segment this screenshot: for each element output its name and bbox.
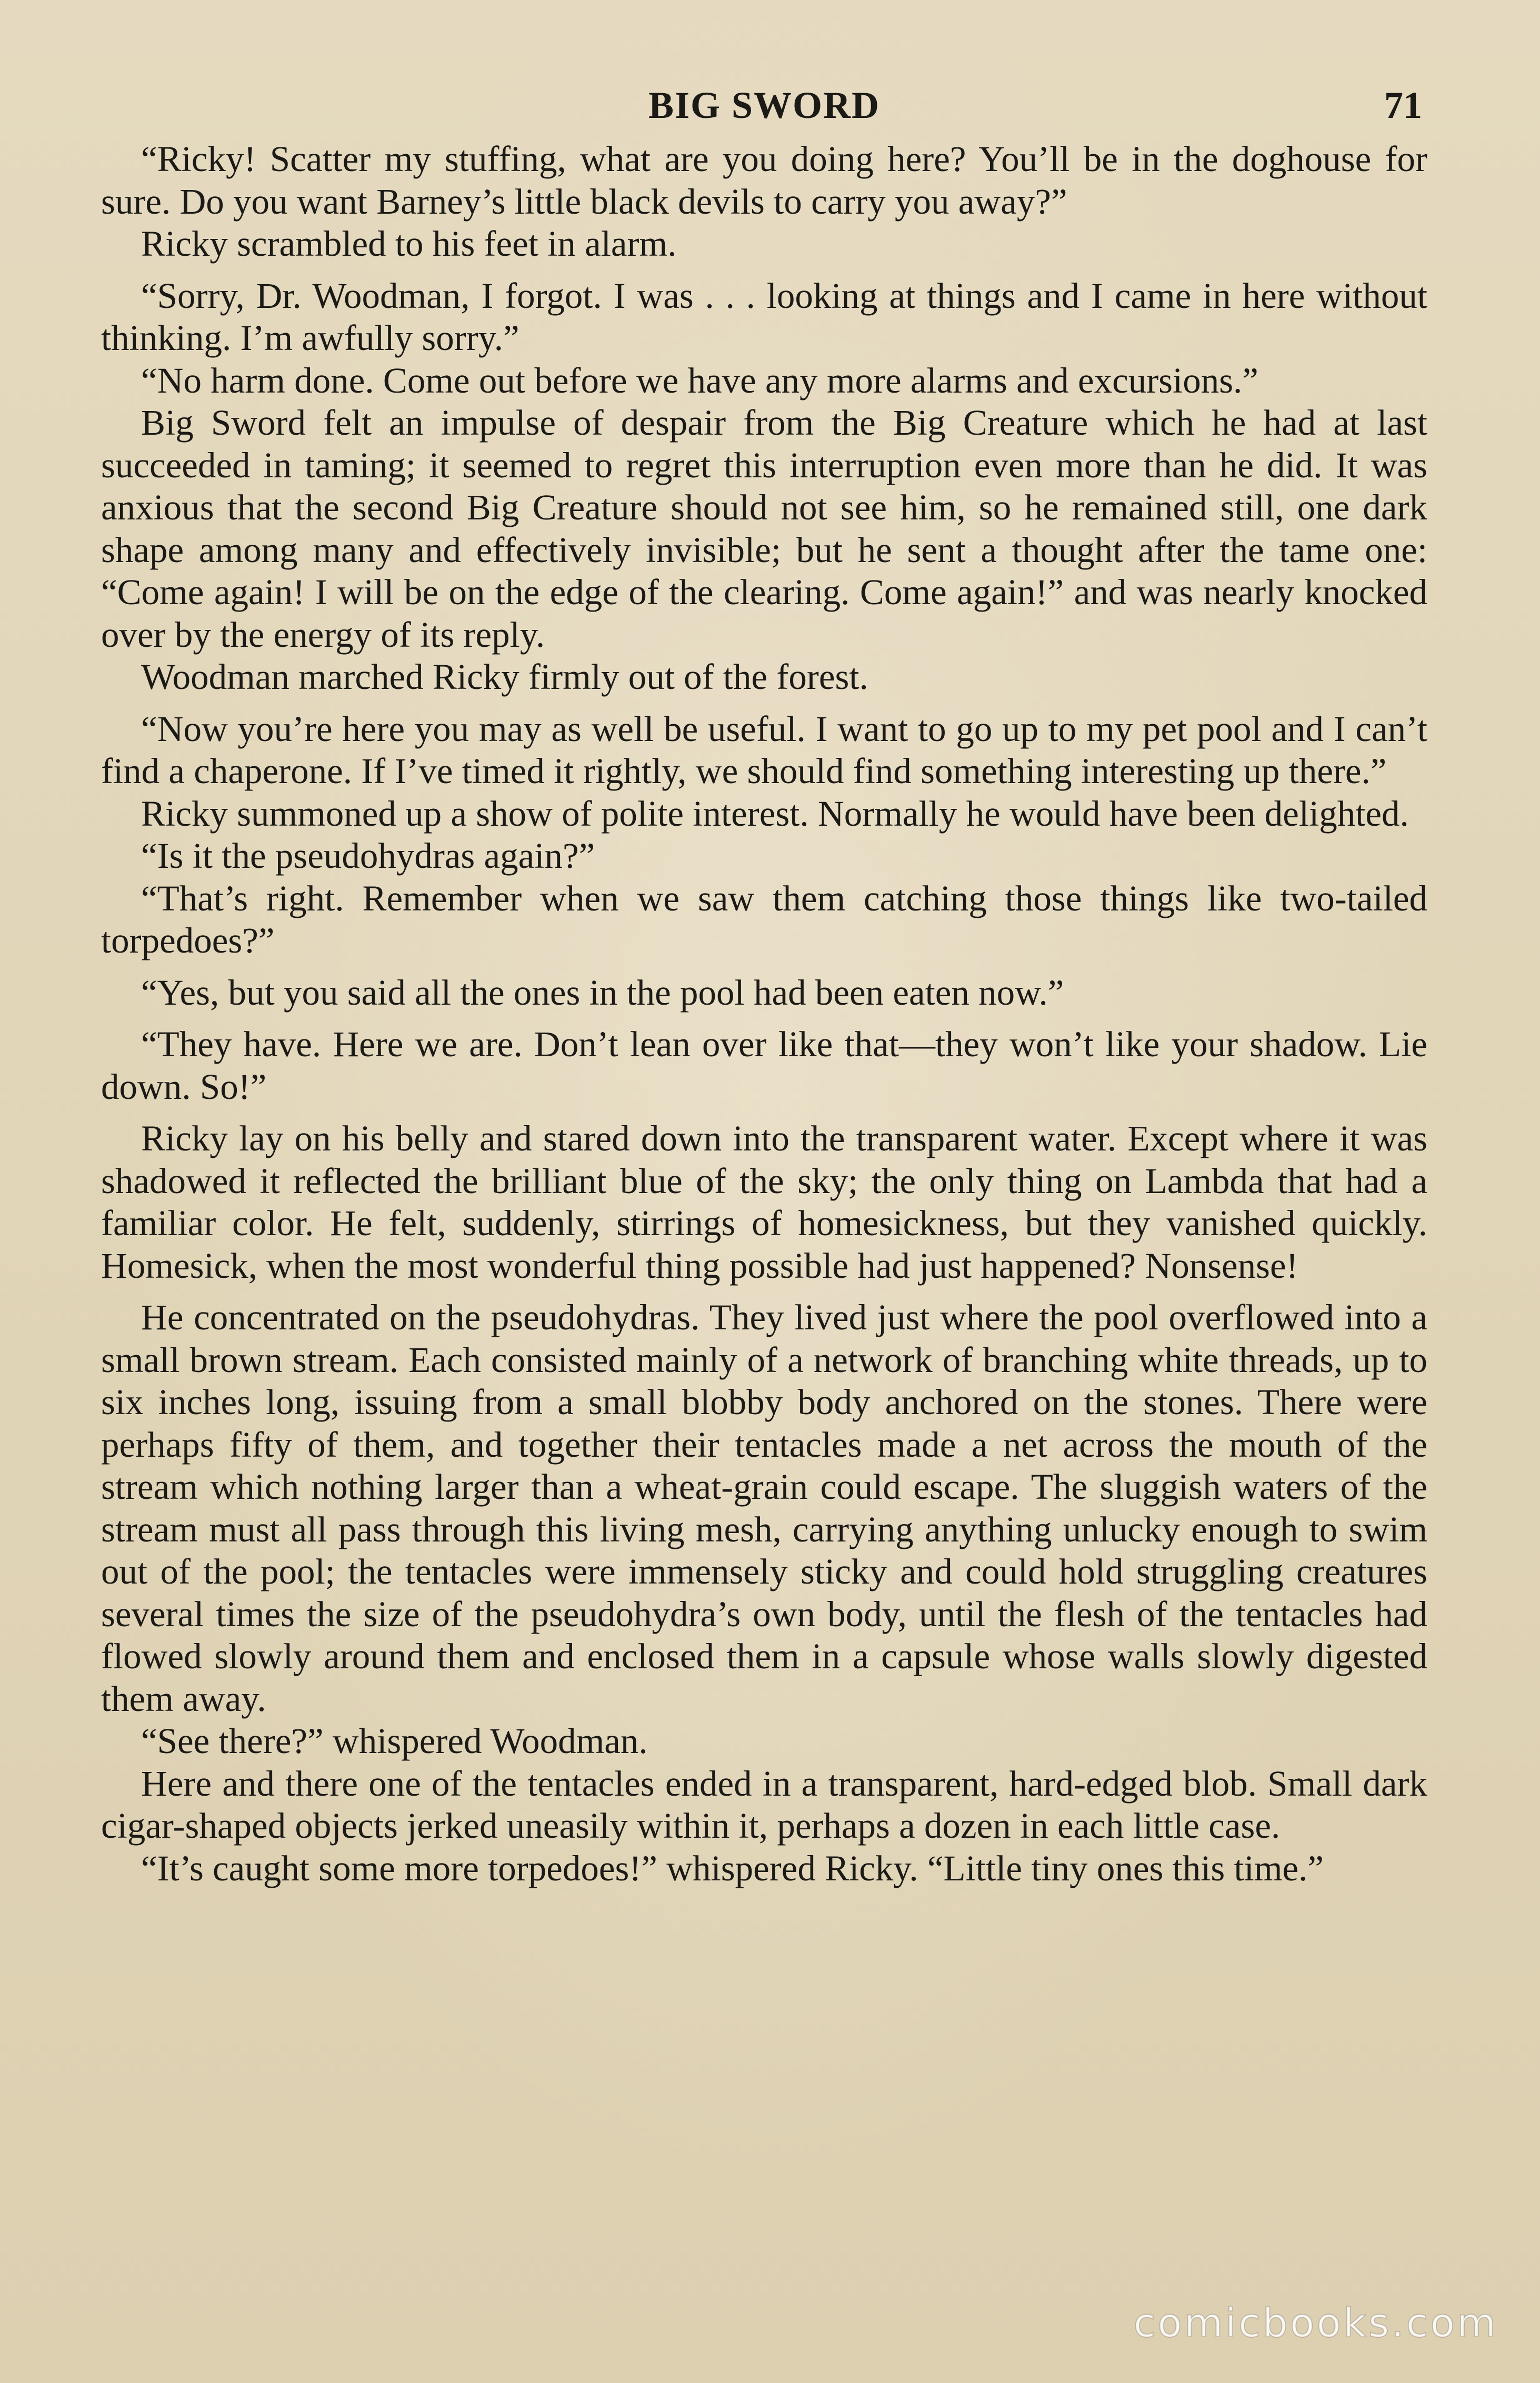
watermark-logo: comicbooks.com <box>1133 2299 1498 2346</box>
paragraph: “It’s caught some more torpedoes!” whispered Ricky. “Little tiny ones this time.” <box>141 1848 1324 1888</box>
paragraph: “Yes, but you said all the ones in the pool had been eaten now.” <box>141 972 1064 1013</box>
running-head: BIG SWORD <box>648 84 881 126</box>
body-text <box>101 138 1427 1889</box>
paragraph: “They have. Here we are. Don’t lean over like that—they won’t like your shadow. Lie down. So!” <box>101 1024 1427 1107</box>
paragraph: Here and there one of the tentacles ended in a transparent, hard-edged blob. Small dark cigar-shaped objects jerked uneasily within it, perhaps a dozen in each little case. <box>101 1763 1427 1846</box>
paragraph: “Ricky! Scatter my stuffing, what are you doing here? You’ll be in the doghouse for sure. Do you want Barney’s little black devils to carry you away?” <box>101 139 1427 222</box>
paragraph: “Now you’re here you may as well be useful. I want to go up to my pet pool and I can’t find a chaperone. If I’ve timed it rightly, we should find something interesting up there.” <box>101 708 1427 791</box>
page-header <box>101 79 1427 132</box>
paragraph: Ricky lay on his belly and stared down into the transparent water. Except where it was shadowed it reflected the brilliant blue of the sky; the only thing on Lambda that had a familiar color. He felt, suddenly, stirrings of homesickness, but they vanished quickly. Homesick, when the most wonderful thing possible had just happened? Nonsense! <box>101 1118 1427 1286</box>
paragraph: Ricky scrambled to his feet in alarm. <box>141 224 677 264</box>
paragraph: “Sorry, Dr. Woodman, I forgot. I was . . . looking at things and I came in here without thinking. I’m awfully sorry.” <box>101 275 1427 358</box>
paragraph: Woodman marched Ricky firmly out of the forest. <box>141 657 868 697</box>
paragraph: “See there?” whispered Woodman. <box>141 1721 648 1761</box>
paragraph: Big Sword felt an impulse of despair from the Big Creature which he had at last succeeded in taming; it seemed to regret this interruption even more than he did. It was anxious that the second Big Creature should not see him, so he remained still, one dark shape among many and effectively invisible; but he sent a thought after the tame one: “Come again! I will be on the edge of the clearing. Come again!” and was nearly knocked over by the energy of its reply. <box>101 403 1427 655</box>
paragraph: “Is it the pseudohydras again?” <box>141 836 595 876</box>
paragraph: Ricky summoned up a show of polite interest. Normally he would have been delighted. <box>141 793 1409 834</box>
paragraph: “No harm done. Come out before we have any more alarms and excursions.” <box>141 360 1258 400</box>
page-number: 71 <box>1384 84 1422 126</box>
paragraph: He concentrated on the pseudohydras. They lived just where the pool overflowed into a small brown stream. Each consisted mainly of a network of branching white threads, up to six inches long, issuing from a small blobby body anchored on the stones. There were perhaps fifty of them, and together their tentacles made a net across the mouth of the stream which nothing larger than a wheat-grain could escape. The sluggish waters of the stream must all pass through this living mesh, carrying anything unlucky enough to swim out of the pool; the tentacles were immensely sticky and could hold struggling creatures several times the size of the pseudohydra’s own body, until the flesh of the tentacles had flowed slowly around them and enclosed them in a capsule whose walls slowly digested them away. <box>101 1297 1427 1719</box>
paragraph: “That’s right. Remember when we saw them catching those things like two-tailed torpedoes?” <box>101 878 1427 960</box>
